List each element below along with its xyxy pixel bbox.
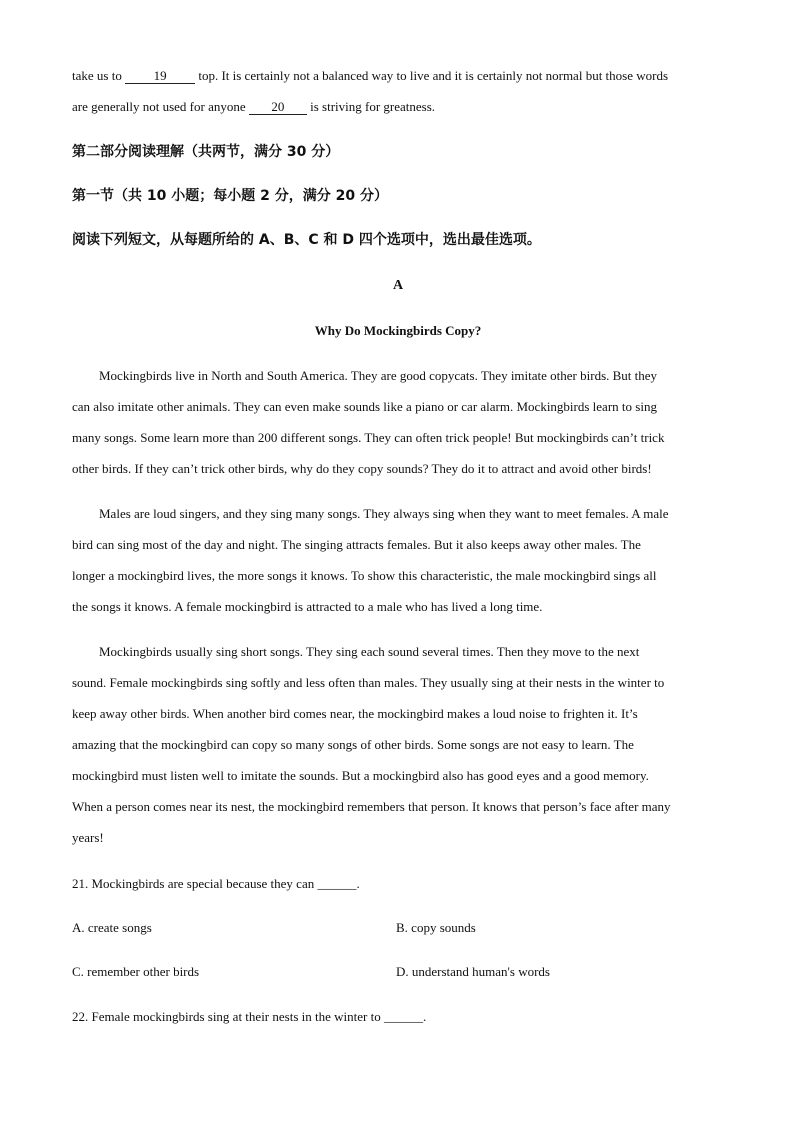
p3-line: keep away other birds. When another bird comes near, the mockingbird makes a loud noise to frighten it. It’s <box>72 706 638 721</box>
p3-line: When a person comes near its nest, the mockingbird remembers that person. It knows that person’s face after many <box>72 799 671 814</box>
passage-label: A <box>392 278 404 293</box>
cloze-text: are generally not used for anyone <box>72 99 249 114</box>
blank-20[interactable]: 20 <box>249 100 307 115</box>
passage-title: Why Do Mockingbirds Copy? <box>314 323 482 338</box>
q21-option-d[interactable]: D. understand human's words <box>396 964 550 979</box>
p3-line: amazing that the mockingbird can copy so many songs of other birds. Some songs are not easy to learn. The <box>72 737 634 752</box>
p2-line: Males are loud singers, and they sing many songs. They always sing when they want to meet females. A male <box>99 506 669 521</box>
p3-line: Mockingbirds usually sing short songs. They sing each sound several times. Then they move to the next <box>99 644 640 659</box>
p3-line: years! <box>72 830 104 845</box>
p1-line: many songs. Some learn more than 200 different songs. They can often trick people! But mockingbirds can’t trick <box>72 430 665 445</box>
cloze-text: top. It is certainly not a balanced way to live and it is certainly not normal but those words <box>195 68 669 83</box>
instruction: 阅读下列短文，从每题所给的 A、B、C 和 D 四个选项中，选出最佳选项。 <box>72 232 541 248</box>
cloze-line-2 <box>72 99 435 115</box>
cloze-text: take us to <box>72 68 126 83</box>
question-21-stem: 21. Mockingbirds are special because they can ______. <box>72 876 360 891</box>
p3-line: sound. Female mockingbirds sing softly and less often than males. They usually sing at their nests in the winter to <box>72 675 665 690</box>
question-22-stem: 22. Female mockingbirds sing at their nests in the winter to ______. <box>72 1009 427 1024</box>
p1-line: can also imitate other animals. They can even make sounds like a piano or car alarm. Mockingbirds learn to sing <box>72 399 657 414</box>
p1-line: Mockingbirds live in North and South America. They are good copycats. They imitate other birds. But they <box>99 368 658 383</box>
sub-section-title: 第一节（共 10 小题；每小题 2 分，满分 20 分） <box>72 188 388 204</box>
q21-option-b[interactable]: B. copy sounds <box>396 920 476 935</box>
p3-line: mockingbird must listen well to imitate the sounds. But a mockingbird also has good eyes and a good memory. <box>72 768 649 783</box>
q21-option-c[interactable]: C. remember other birds <box>72 964 200 979</box>
p2-line: longer a mockingbird lives, the more songs it knows. To show this characteristic, the male mockingbird sings all <box>72 568 657 583</box>
part-title: 第二部分阅读理解（共两节，满分 30 分） <box>72 144 340 160</box>
p2-line: bird can sing most of the day and night. The singing attracts females. But it also keeps away other males. The <box>72 537 641 552</box>
q21-option-a[interactable]: A. create songs <box>72 920 152 935</box>
cloze-line-1 <box>72 68 668 84</box>
p2-line: the songs it knows. A female mockingbird is attracted to a male who has lived a long time. <box>72 599 543 614</box>
cloze-text: is striving for greatness. <box>306 99 436 114</box>
p1-line: other birds. If they can’t trick other birds, why do they copy sounds? They do it to attract and avoid other birds! <box>72 461 652 476</box>
blank-19[interactable]: 19 <box>125 69 195 84</box>
